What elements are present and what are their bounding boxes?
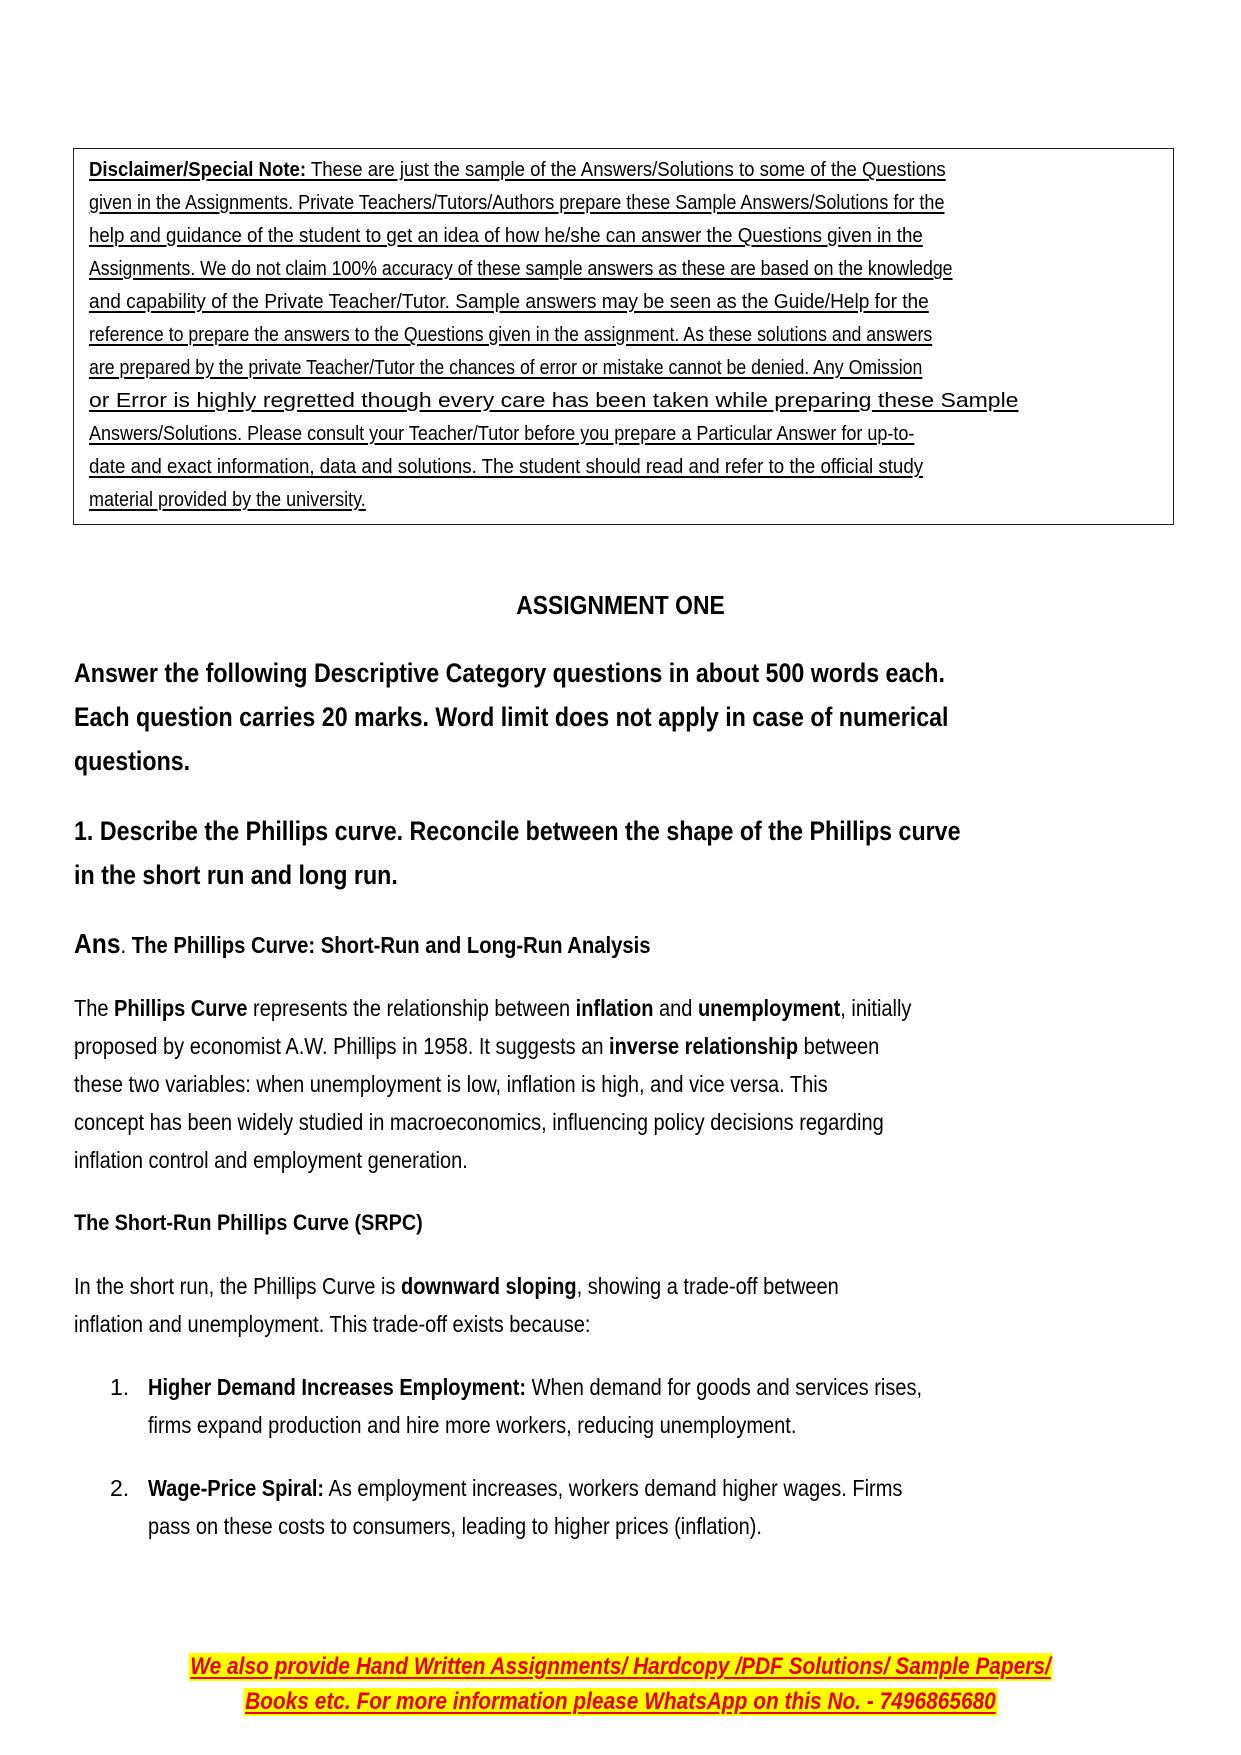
srpc-paragraph-line: In the short run, the Phillips Curve is downward sloping, showing a trade-off between: [74, 1273, 839, 1299]
promo-whatsapp-text: Books etc. For more information please WhatsApp on this No. - 7496865680: [245, 1688, 996, 1715]
list-item-number: 1.: [110, 1374, 130, 1400]
disclaimer-line: Answers/Solutions. Please consult your Teacher/Tutor before you prepare a Particular Answer for up-to-: [89, 423, 915, 445]
promo-line-2: [0, 1688, 1241, 1716]
list-item: Higher Demand Increases Employment: When demand for goods and services rises,: [148, 1374, 923, 1400]
list-item-number: 2.: [110, 1475, 130, 1501]
srpc-heading: The Short-Run Phillips Curve (SRPC): [74, 1210, 423, 1235]
assignment-title: ASSIGNMENT ONE: [516, 590, 725, 620]
question-line: in the short run and long run.: [74, 860, 398, 890]
answer-heading: Ans. The Phillips Curve: Short-Run and Long-Run Analysis: [74, 928, 651, 959]
disclaimer-line: Assignments. We do not claim 100% accuracy of these sample answers as these are based on the knowledge: [89, 258, 953, 280]
disclaimer-line: date and exact information, data and solutions. The student should read and refer to the official study: [89, 456, 924, 478]
instructions-line: Each question carries 20 marks. Word limit does not apply in case of numerical: [74, 702, 949, 732]
instructions-line: questions.: [74, 746, 191, 776]
promo-text: We also provide Hand Written Assignments/ Hardcopy /PDF Solutions/ Sample Papers/: [190, 1653, 1051, 1680]
intro-paragraph-line: inflation control and employment generation.: [74, 1147, 468, 1173]
intro-paragraph-line: these two variables: when unemployment is low, inflation is high, and vice versa. This: [74, 1071, 828, 1097]
list-item-continuation: firms expand production and hire more workers, reducing unemployment.: [148, 1412, 797, 1438]
disclaimer-line: and capability of the Private Teacher/Tutor. Sample answers may be seen as the Guide/Help for the: [89, 291, 929, 313]
answer-label: Ans: [74, 928, 121, 959]
disclaimer-line: reference to prepare the answers to the Questions given in the assignment. As these solutions and answers: [89, 324, 933, 346]
intro-paragraph-line: proposed by economist A.W. Phillips in 1958. It suggests an inverse relationship between: [74, 1033, 880, 1059]
srpc-paragraph-line: inflation and unemployment. This trade-off exists because:: [74, 1311, 591, 1337]
intro-paragraph-line: The Phillips Curve represents the relationship between inflation and unemployment, initially: [74, 995, 912, 1021]
intro-paragraph-line: concept has been widely studied in macroeconomics, influencing policy decisions regarding: [74, 1109, 884, 1135]
instructions-line: Answer the following Descriptive Category questions in about 500 words each.: [74, 658, 945, 688]
disclaimer-line: given in the Assignments. Private Teachers/Tutors/Authors prepare these Sample Answers/Solutions for the: [89, 192, 945, 214]
question-line: 1. Describe the Phillips curve. Reconcile between the shape of the Phillips curve: [74, 816, 961, 846]
disclaimer-line: help and guidance of the student to get an idea of how he/she can answer the Questions given in the: [89, 225, 923, 247]
promo-line-1: [0, 1653, 1241, 1681]
list-item-continuation: pass on these costs to consumers, leading to higher prices (inflation).: [148, 1513, 762, 1539]
disclaimer-line: Disclaimer/Special Note: These are just the sample of the Answers/Solutions to some of the Questions: [89, 159, 946, 181]
disclaimer-label: Disclaimer/Special Note:: [89, 159, 307, 181]
disclaimer-line: material provided by the university.: [89, 489, 366, 511]
disclaimer-line: or Error is highly regretted though every care has been taken while preparing these Sample: [89, 390, 1019, 412]
disclaimer-line: are prepared by the private Teacher/Tutor the chances of error or mistake cannot be denied. Any Omission: [89, 357, 923, 379]
list-item: Wage-Price Spiral: As employment increases, workers demand higher wages. Firms: [148, 1475, 903, 1501]
